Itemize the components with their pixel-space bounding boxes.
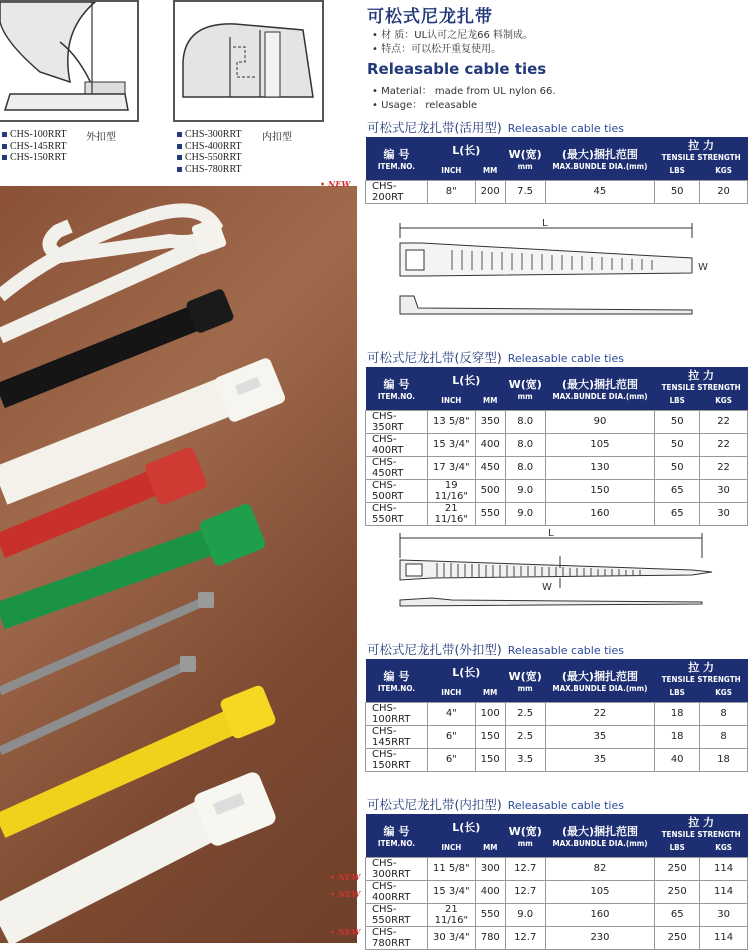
new-badge: • NEW	[330, 889, 361, 899]
table-row	[366, 180, 748, 203]
table-cell-kgs: 114	[700, 926, 748, 949]
table-cell-lbs: 50	[655, 433, 700, 456]
table-header: L(长)	[427, 814, 505, 839]
table-cell-inch: 11 5/8"	[427, 857, 475, 880]
table-header: LBS	[655, 162, 700, 180]
inner-buckle-label: 内扣型	[262, 132, 292, 143]
table-cell-mm: 100	[475, 702, 505, 725]
table-header: MM	[475, 684, 505, 702]
table-cell-inch: 15 3/4"	[427, 433, 475, 456]
new-badge: • NEW	[330, 927, 361, 937]
table-header: (最大)捆扎范围 MAX.BUNDLE DIA.(mm)	[545, 367, 655, 410]
section-title-reverse: 可松式尼龙扎带(反穿型) Releasable cable ties	[367, 350, 624, 365]
section-title-inner: 可松式尼龙扎带(内扣型) Releasable cable ties	[367, 797, 624, 812]
table-cell-w: 9.0	[505, 502, 545, 525]
table-header: W(宽) mm	[505, 814, 545, 857]
table-header: INCH	[427, 392, 475, 410]
table-header: INCH	[427, 684, 475, 702]
table-cell-dia: 90	[545, 410, 655, 433]
table-header: L(长)	[427, 659, 505, 684]
table-header: KGS	[700, 684, 748, 702]
table-cell-mm: 400	[475, 433, 505, 456]
table-cell-lbs: 65	[655, 903, 700, 926]
table-cell-w: 2.5	[505, 725, 545, 748]
table-cell-model: CHS-550RRT	[366, 903, 428, 926]
table-cell-inch: 15 3/4"	[427, 880, 475, 903]
table-header: MM	[475, 392, 505, 410]
table-header: MM	[475, 839, 505, 857]
table-cell-kgs: 8	[700, 725, 748, 748]
inner-buckle-model-list	[177, 129, 242, 175]
table-cell-kgs: 30	[700, 502, 748, 525]
table-cell-lbs: 65	[655, 502, 700, 525]
table-header: (最大)捆扎范围 MAX.BUNDLE DIA.(mm)	[545, 814, 655, 857]
list-item: CHS-150RRT	[2, 152, 67, 164]
length-label: L	[548, 528, 554, 539]
table-cell-mm: 150	[475, 748, 505, 771]
table-cell-inch: 17 3/4"	[427, 456, 475, 479]
table-header: KGS	[700, 839, 748, 857]
list-item: CHS-780RRT	[177, 164, 242, 176]
table-cell-dia: 160	[545, 502, 655, 525]
table-header: 编 号 ITEM.NO.	[366, 814, 428, 857]
table-cell-dia: 35	[545, 748, 655, 771]
table-cell-w: 12.7	[505, 926, 545, 949]
table-header-row	[366, 814, 748, 839]
table-cell-w: 12.7	[505, 857, 545, 880]
table-header-row	[366, 137, 748, 162]
table-cell-model: CHS-300RRT	[366, 857, 428, 880]
table-header: 拉 力 TENSILE STRENGTH	[655, 814, 748, 839]
table-cell-mm: 200	[475, 180, 505, 203]
table-cell-model: CHS-550RT	[366, 502, 428, 525]
table-row	[366, 410, 748, 433]
table-cell-model: CHS-400RT	[366, 433, 428, 456]
table-cell-dia: 45	[545, 180, 655, 203]
table-cell-kgs: 30	[700, 479, 748, 502]
table-cell-model: CHS-400RRT	[366, 880, 428, 903]
table-header: (最大)捆扎范围 MAX.BUNDLE DIA.(mm)	[545, 659, 655, 702]
table-cell-dia: 105	[545, 433, 655, 456]
table-header: INCH	[427, 162, 475, 180]
cable-ties-illustration	[0, 186, 357, 943]
table-cell-kgs: 22	[700, 410, 748, 433]
table-cell-mm: 400	[475, 880, 505, 903]
table-cell-mm: 150	[475, 725, 505, 748]
inner-buckle-figure	[173, 0, 324, 122]
table-header: 拉 力 TENSILE STRENGTH	[655, 659, 748, 684]
table-row	[366, 479, 748, 502]
table-row	[366, 926, 748, 949]
spec-table-inner	[365, 814, 748, 950]
table-header: KGS	[700, 392, 748, 410]
table-cell-w: 2.5	[505, 702, 545, 725]
spec-table-flexible	[365, 137, 748, 204]
bullet-material-cn: • 材 质：UL认可之尼龙66 料制成。	[372, 30, 534, 41]
table-row	[366, 456, 748, 479]
table-cell-model: CHS-500RT	[366, 479, 428, 502]
table-cell-kgs: 30	[700, 903, 748, 926]
new-badge: • NEW	[320, 179, 351, 189]
section-title-flexible: 可松式尼龙扎带(活用型) Releasable cable ties	[367, 120, 624, 135]
page-title-cn: 可松式尼龙扎带	[367, 7, 493, 27]
table-cell-inch: 6"	[427, 725, 475, 748]
table-row	[366, 433, 748, 456]
flexible-tie-diagram	[392, 218, 722, 332]
bullet-material-en: • Material： made from UL nylon 66.	[372, 86, 556, 97]
table-cell-mm: 550	[475, 903, 505, 926]
table-cell-model: CHS-450RT	[366, 456, 428, 479]
flexible-tie-drawing	[392, 218, 722, 328]
outer-buckle-drawing	[0, 2, 137, 120]
table-cell-dia: 35	[545, 725, 655, 748]
table-cell-mm: 500	[475, 479, 505, 502]
page-title-en: Releasable cable ties	[367, 60, 547, 78]
table-cell-model: CHS-100RRT	[366, 702, 428, 725]
table-header-row	[366, 659, 748, 684]
width-label: W	[698, 262, 708, 273]
list-item: CHS-300RRT	[177, 129, 242, 141]
spec-table-outer	[365, 659, 748, 772]
table-cell-inch: 8"	[427, 180, 475, 203]
width-label: W	[542, 582, 552, 593]
reverse-tie-diagram	[392, 528, 722, 617]
table-cell-lbs: 50	[655, 456, 700, 479]
table-cell-kgs: 22	[700, 456, 748, 479]
table-cell-inch: 19 11/16"	[427, 479, 475, 502]
table-cell-lbs: 65	[655, 479, 700, 502]
table-header: 拉 力 TENSILE STRENGTH	[655, 367, 748, 392]
table-cell-lbs: 50	[655, 410, 700, 433]
table-cell-dia: 230	[545, 926, 655, 949]
list-item: CHS-145RRT	[2, 141, 67, 153]
table-cell-dia: 130	[545, 456, 655, 479]
table-row	[366, 903, 748, 926]
table-header: 编 号 ITEM.NO.	[366, 659, 428, 702]
table-cell-inch: 30 3/4"	[427, 926, 475, 949]
table-cell-w: 9.0	[505, 903, 545, 926]
table-cell-mm: 350	[475, 410, 505, 433]
table-cell-w: 12.7	[505, 880, 545, 903]
table-cell-inch: 13 5/8"	[427, 410, 475, 433]
table-cell-model: CHS-145RRT	[366, 725, 428, 748]
table-header: 编 号 ITEM.NO.	[366, 367, 428, 410]
table-row	[366, 502, 748, 525]
table-cell-dia: 160	[545, 903, 655, 926]
list-item: CHS-100RRT	[2, 129, 67, 141]
list-item: CHS-550RRT	[177, 152, 242, 164]
table-cell-model: CHS-350RT	[366, 410, 428, 433]
table-cell-inch: 4"	[427, 702, 475, 725]
bullet-usage-en: • Usage： releasable	[372, 100, 478, 111]
table-header: W(宽) mm	[505, 367, 545, 410]
table-header: LBS	[655, 392, 700, 410]
table-cell-lbs: 18	[655, 725, 700, 748]
reverse-tie-drawing	[392, 528, 722, 613]
table-cell-lbs: 250	[655, 880, 700, 903]
length-label: L	[542, 218, 548, 229]
table-header: (最大)捆扎范围 MAX.BUNDLE DIA.(mm)	[545, 137, 655, 180]
table-header: INCH	[427, 839, 475, 857]
table-cell-w: 3.5	[505, 748, 545, 771]
table-cell-lbs: 250	[655, 857, 700, 880]
table-cell-kgs: 22	[700, 433, 748, 456]
table-cell-lbs: 250	[655, 926, 700, 949]
product-photo	[0, 186, 357, 943]
spec-table-reverse	[365, 367, 748, 526]
table-cell-dia: 22	[545, 702, 655, 725]
table-header: 编 号 ITEM.NO.	[366, 137, 428, 180]
table-header-row	[366, 367, 748, 392]
table-cell-kgs: 18	[700, 748, 748, 771]
table-row	[366, 748, 748, 771]
table-cell-w: 8.0	[505, 433, 545, 456]
outer-buckle-model-list	[2, 129, 67, 164]
outer-buckle-label: 外扣型	[86, 132, 116, 143]
table-cell-dia: 105	[545, 880, 655, 903]
table-cell-inch: 21 11/16"	[427, 502, 475, 525]
table-cell-kgs: 114	[700, 880, 748, 903]
table-cell-model: CHS-150RRT	[366, 748, 428, 771]
table-header: W(宽) mm	[505, 137, 545, 180]
table-header: L(长)	[427, 137, 505, 162]
table-header: 拉 力 TENSILE STRENGTH	[655, 137, 748, 162]
table-cell-inch: 6"	[427, 748, 475, 771]
table-cell-mm: 300	[475, 857, 505, 880]
table-header: KGS	[700, 162, 748, 180]
table-cell-mm: 550	[475, 502, 505, 525]
table-cell-dia: 82	[545, 857, 655, 880]
new-badge: • NEW	[330, 872, 361, 882]
table-cell-w: 7.5	[505, 180, 545, 203]
table-cell-mm: 450	[475, 456, 505, 479]
table-row	[366, 857, 748, 880]
table-cell-lbs: 18	[655, 702, 700, 725]
table-cell-mm: 780	[475, 926, 505, 949]
table-header: LBS	[655, 684, 700, 702]
table-header: LBS	[655, 839, 700, 857]
table-cell-dia: 150	[545, 479, 655, 502]
table-cell-w: 8.0	[505, 410, 545, 433]
list-item: CHS-400RRT	[177, 141, 242, 153]
table-cell-w: 9.0	[505, 479, 545, 502]
outer-buckle-figure	[0, 0, 139, 122]
table-row	[366, 725, 748, 748]
bullet-feature-cn: • 特点：可以松开重复使用。	[372, 44, 502, 55]
table-row	[366, 880, 748, 903]
section-title-outer: 可松式尼龙扎带(外扣型) Releasable cable ties	[367, 642, 624, 657]
table-cell-kgs: 114	[700, 857, 748, 880]
table-cell-model: CHS-200RT	[366, 180, 428, 203]
table-header: L(长)	[427, 367, 505, 392]
table-cell-kgs: 20	[700, 180, 748, 203]
table-cell-kgs: 8	[700, 702, 748, 725]
table-cell-lbs: 40	[655, 748, 700, 771]
table-cell-model: CHS-780RRT	[366, 926, 428, 949]
table-header: MM	[475, 162, 505, 180]
table-cell-w: 8.0	[505, 456, 545, 479]
table-header: W(宽) mm	[505, 659, 545, 702]
table-cell-lbs: 50	[655, 180, 700, 203]
table-cell-inch: 21 11/16"	[427, 903, 475, 926]
table-row	[366, 702, 748, 725]
inner-buckle-drawing	[175, 2, 322, 120]
